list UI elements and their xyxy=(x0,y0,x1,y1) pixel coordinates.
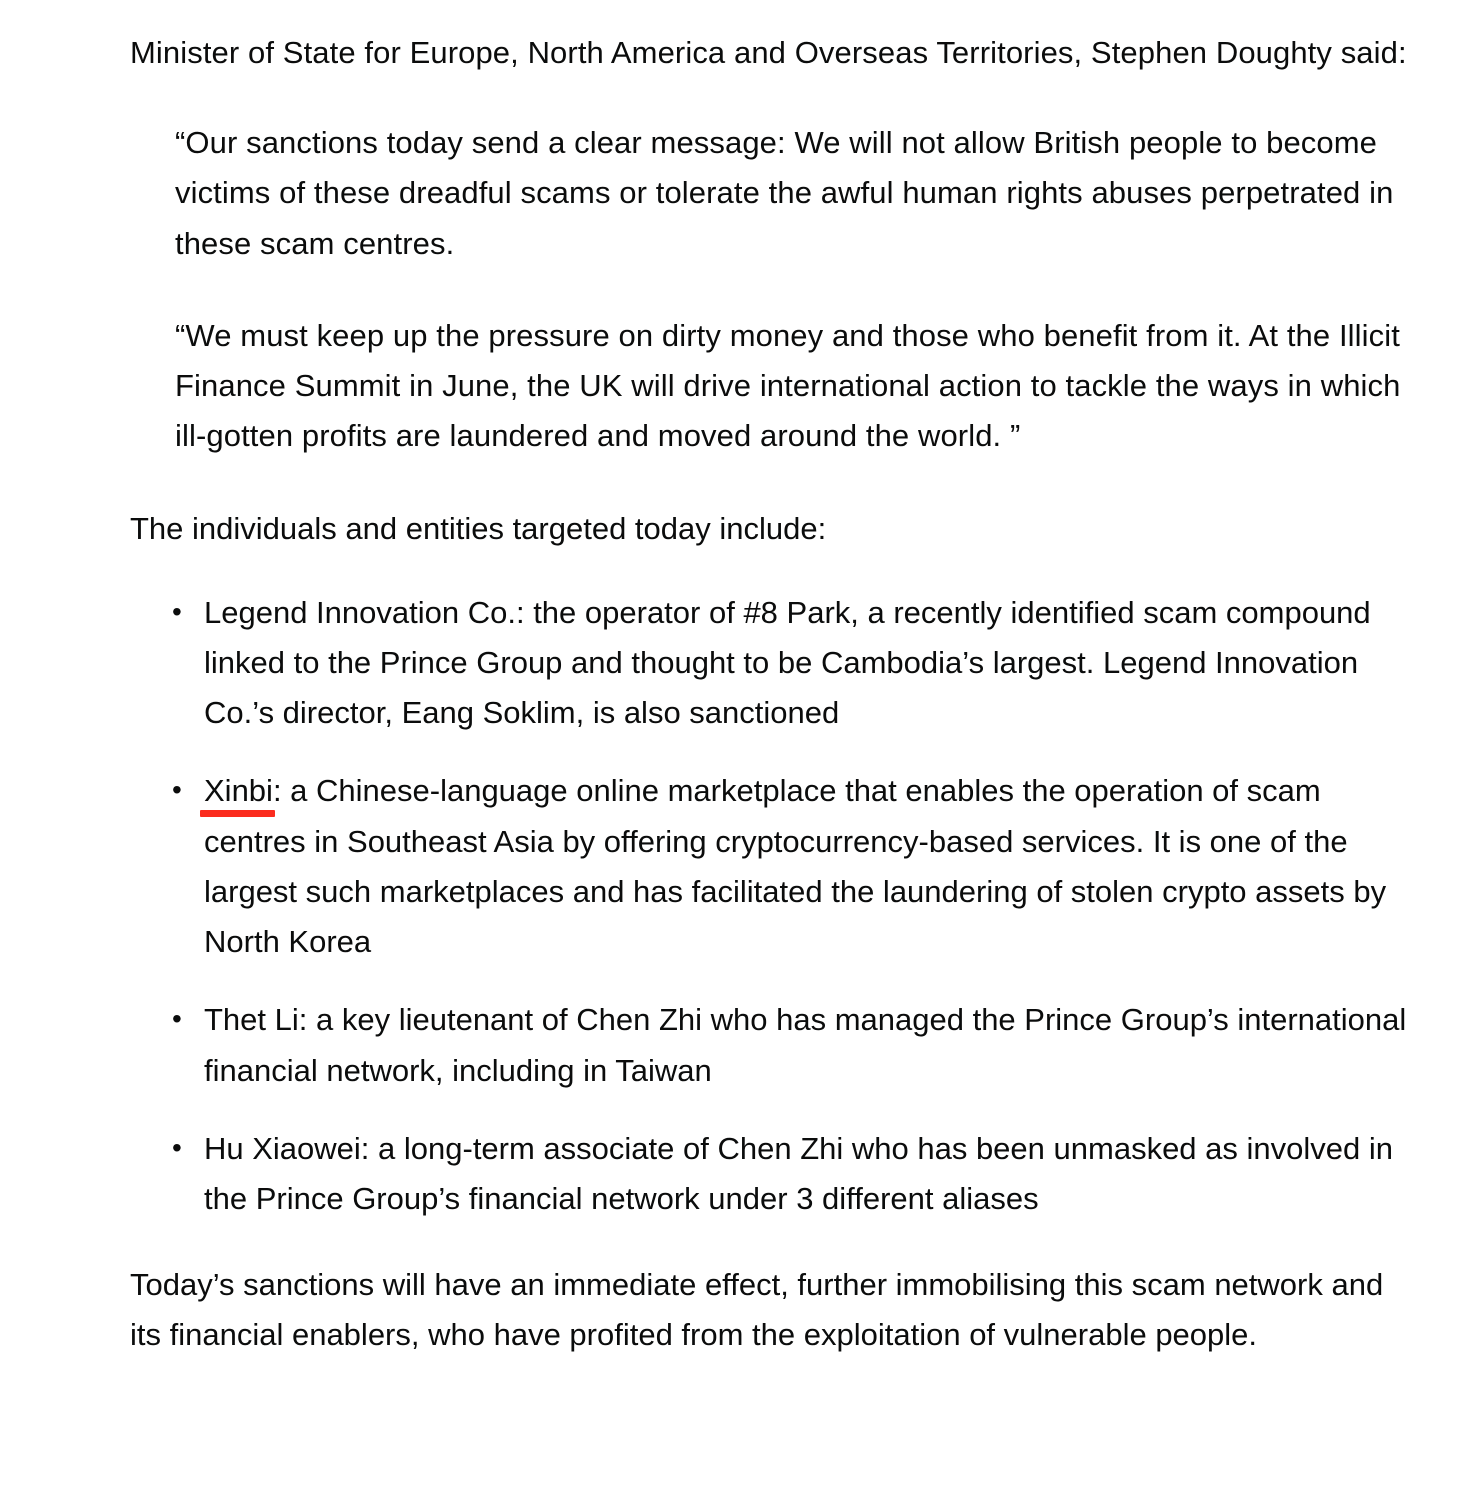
list-item xyxy=(168,588,1410,739)
list-item xyxy=(168,995,1410,1095)
list-item-text: Hu Xiaowei: a long-term associate of Chen Zhi who has been unmasked as involved in the Prince Group’s financial network under 3 different aliases xyxy=(204,1130,1393,1216)
targets-lede: The individuals and entities targeted today include: xyxy=(130,510,827,546)
targets-list xyxy=(130,588,1410,1224)
quote-block xyxy=(130,118,1410,461)
list-item xyxy=(168,1124,1410,1224)
highlighted-term: Xinbi xyxy=(204,773,273,809)
list-item-text: Legend Innovation Co.: the operator of #8 Park, a recently identified scam compound linked to the Prince Group and thought to be Cambodia’s largest. Legend Innovation Co.’s director, Eang Soklim, is also sanctioned xyxy=(204,594,1371,731)
list-item xyxy=(168,766,1410,967)
quote-paragraph-1: “Our sanctions today send a clear message: We will not allow British people to become victims of these dreadful scams or tolerate the awful human rights abuses perpetrated in these scam centres. xyxy=(175,125,1394,261)
list-item-text: : a Chinese-language online marketplace that enables the operation of scam centres in Southeast Asia by offering cryptocurrency-based services. It is one of the largest such marketplaces and has facilitated the laundering of stolen crypto assets by North Korea xyxy=(204,773,1387,960)
intro-paragraph: Minister of State for Europe, North America and Overseas Territories, Stephen Doughty said: xyxy=(130,35,1407,70)
list-item-text: Thet Li: a key lieutenant of Chen Zhi who has managed the Prince Group’s international financial network, including in Taiwan xyxy=(204,1002,1407,1088)
closing-paragraph: Today’s sanctions will have an immediate effect, further immobilising this scam network and its financial enablers, who have profited from the exploitation of vulnerable people. xyxy=(130,1267,1384,1353)
quote-paragraph-2: “We must keep up the pressure on dirty money and those who benefit from it. At the Illicit Finance Summit in June, the UK will drive international action to tackle the ways in which ill-gotten profits are laundered and moved around the world. ” xyxy=(175,317,1401,454)
